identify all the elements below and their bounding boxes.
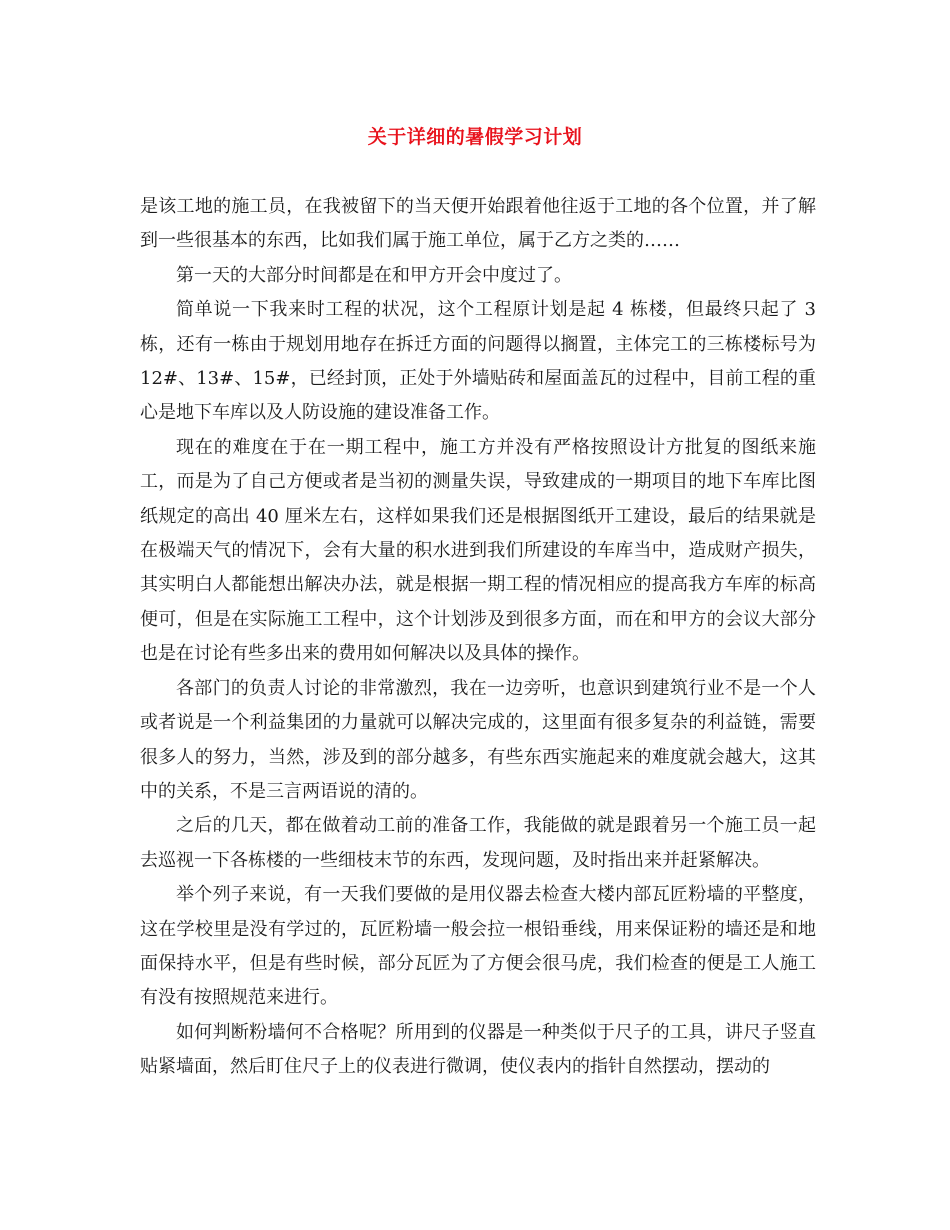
paragraph-1: 是该工地的施工员，在我被留下的当天便开始跟着他往返于工地的各个位置，并了解到一些很基本的东西，比如我们属于施工单位，属于乙方之类的…… xyxy=(140,196,816,252)
document-title: 关于详细的暑假学习计划 xyxy=(367,126,583,148)
paragraph-5: 各部门的负责人讨论的非常激烈，我在一边旁听，也意识到建筑行业不是一个人或者说是一个利益集团的力量就可以解决完成的，这里面有很多复杂的利益链，需要很多人的努力，当然，涉及到的部分越多，有些东西实施起来的难度就会越大，这其中的关系，不是三言两语说的清的。 xyxy=(140,677,816,802)
paragraph-8: 如何判断粉墙何不合格呢？所用到的仪器是一种类似于尺子的工具，讲尺子竖直贴紧墙面，然后盯住尺子上的仪表进行微调，使仪表内的指针自然摆动，摆动的 xyxy=(140,1021,816,1078)
paragraph-7: 举个列子来说，有一天我们要做的是用仪器去检查大楼内部瓦匠粉墙的平整度，这在学校里是没有学过的，瓦匠粉墙一般会拉一根铅垂线，用来保证粉的墙还是和地面保持水平，但是有些时候，部分瓦匠为了方便会很马虎，我们检查的便是工人施工有没有按照规范来进行。 xyxy=(140,884,816,1009)
paragraph-2: 第一天的大部分时间都是在和甲方开会中度过了。 xyxy=(176,264,572,286)
document-body xyxy=(140,190,816,1085)
paragraph-4: 现在的难度在于在一期工程中，施工方并没有严格按照设计方批复的图纸来施工，而是为了自己方便或者是当初的测量失误，导致建成的一期项目的地下车库比图纸规定的高出 40 厘米左右，这样如果我们还是根据图纸开工建设，最后的结果就是在极端天气的情况下，会有大量的积水进到我们所建设的车库当中，造成财产损失，其实明白人都能想出解决办法，就是根据一期工程的情况相应的提高我方车库的标高便可，但是在实际施工工程中，这个计划涉及到很多方面，而在和甲方的会议大部分也是在讨论有些多出来的费用如何解决以及具体的操作。 xyxy=(140,436,816,665)
paragraph-6: 之后的几天，都在做着动工前的准备工作，我能做的就是跟着另一个施工员一起去巡视一下各栋楼的一些细枝末节的东西，发现问题，及时指出来并赶紧解决。 xyxy=(140,815,816,871)
paragraph-3: 简单说一下我来时工程的状况，这个工程原计划是起 4 栋楼，但最终只起了 3 栋，还有一栋由于规划用地存在拆迁方面的问题得以搁置，主体完工的三栋楼标号为 12#、13#、15#，已经封顶，正处于外墙贴砖和屋面盖瓦的过程中，目前工程的重心是地下车库以及人防设施的建设准备工作。 xyxy=(140,299,816,424)
